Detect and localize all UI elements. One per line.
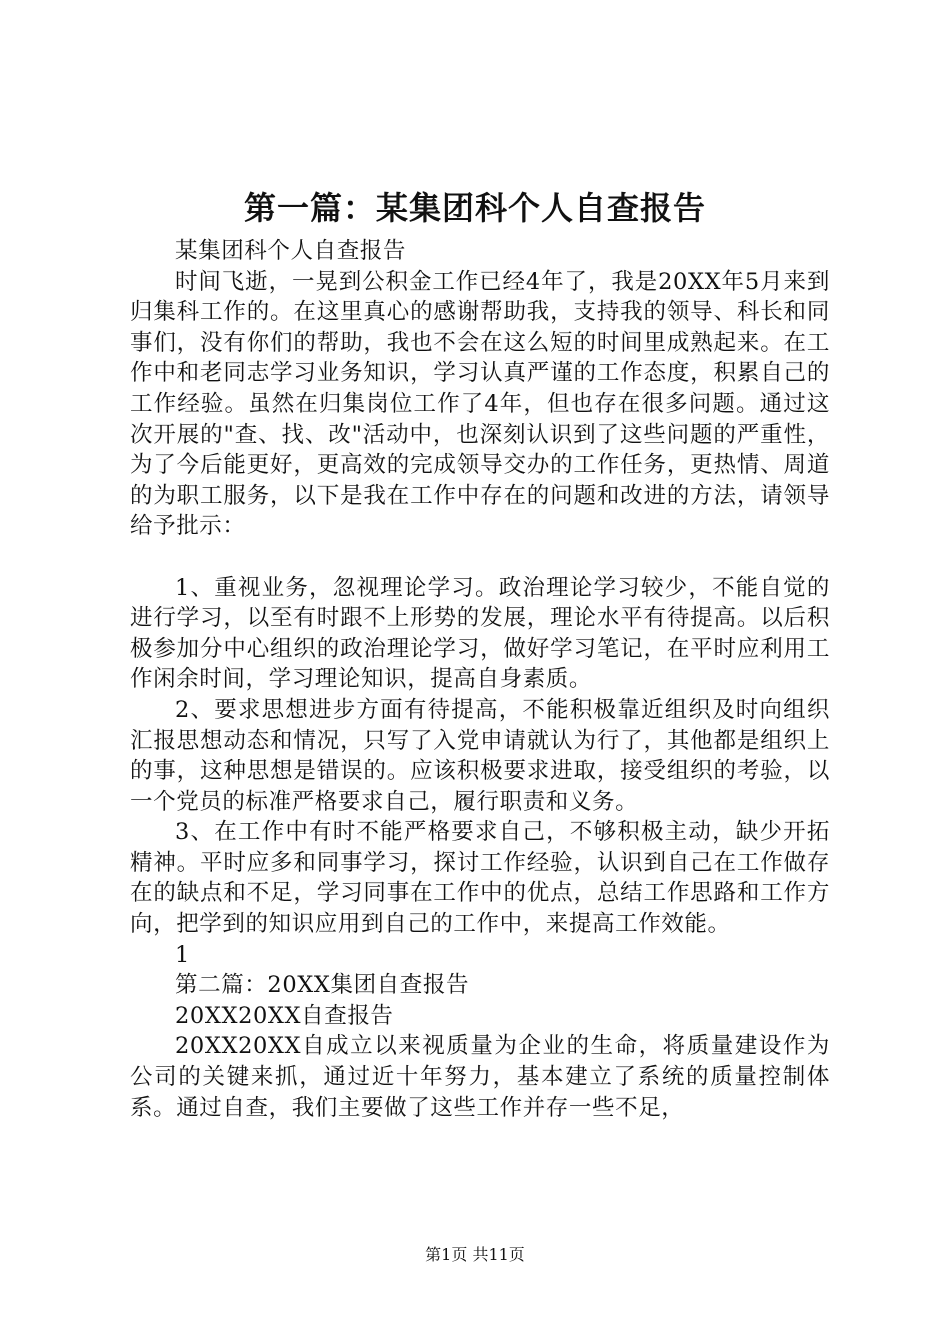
paragraph: 1 bbox=[175, 941, 190, 968]
page-footer: 第1页 共11页 bbox=[425, 1245, 525, 1264]
paragraph: 20XX20XX自成立以来视质量为企业的生命，将质量建设作为公司的关键来抓，通过近十年努力，基本建立了系统的质量控制体系。通过自查，我们主要做了这些工作并存一些不足， bbox=[130, 1033, 830, 1121]
section-heading: 第二篇：20XX集团自查报告 bbox=[175, 972, 470, 999]
paragraph-gap bbox=[130, 542, 830, 573]
document-title: 第一篇：某集团科个人自查报告 bbox=[243, 189, 706, 227]
paragraph: 3、在工作中有时不能严格要求自己，不够积极主动，缺少开拓精神。平时应多和同事学习，探讨工作经验，认识到自己在工作做存在的缺点和不足，学习同事在工作中的优点，总结工作思路和工作方向，把学到的知识应用到自己的工作中，来提高工作效能。 bbox=[130, 819, 830, 938]
paragraph: 1、重视业务，忽视理论学习。政治理论学习较少，不能自觉的进行学习，以至有时跟不上形势的发展，理论水平有待提高。以后积极参加分中心组织的政治理论学习，做好学习笔记，在平时应利用工作闲余时间，学习理论知识，提高自身素质。 bbox=[130, 574, 830, 693]
paragraph: 2、要求思想进步方面有待提高，不能积极靠近组织及时向组织汇报思想动态和情况，只写了入党申请就认为行了，其他都是组织上的事，这种思想是错误的。应该积极要求进取，接受组织的考验，以一个党员的标准严格要求自己，履行职责和义务。 bbox=[130, 696, 830, 815]
paragraph: 时间飞逝，一晃到公积金工作已经4年了，我是20XX年5月来到归集科工作的。在这里真心的感谢帮助我，支持我的领导、科长和同事们，没有你们的帮助，我也不会在这么短的时间里成熟起来。在工作中和老同志学习业务知识，学习认真严谨的工作态度，积累自己的工作经验。虽然在归集岗位工作了4年，但也存在很多问题。通过这次开展的"查、找、改"活动中，也深刻认识到了这些问题的严重性，为了今后能更好，更高效的完成领导交办的工作任务，更热情、周道的为职工服务，以下是我在工作中存在的问题和改进的方法，请领导给予批示： bbox=[130, 268, 830, 540]
paragraph: 20XX20XX自查报告 bbox=[175, 1002, 394, 1029]
paragraph: 某集团科个人自查报告 bbox=[175, 238, 407, 264]
document-body bbox=[130, 236, 830, 1123]
